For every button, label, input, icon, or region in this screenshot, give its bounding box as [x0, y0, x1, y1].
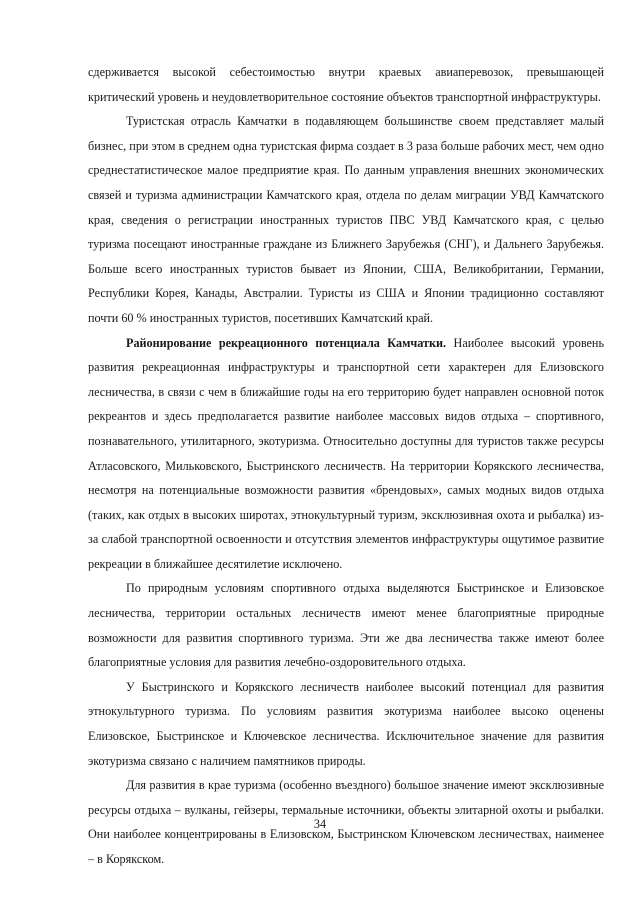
paragraph-4-text: По природным условиям спортивного отдыха выделяются Быстринское и Елизовское лесничества, территории остальных лесничеств имеют менее благоприятные природные возможности для развития спортивного туризма. Эти же два лесничества также имеют более благоприятные условия для развития лечебно-оздоровительного отдыха.	[88, 581, 604, 670]
paragraph-5	[88, 675, 604, 773]
paragraph-6-text: Для развития в крае туризма (особенно въездного) большое значение имеют эксклюзивные ресурсы отдыха – вулканы, гейзеры, термальные источники, объекты элитарной охоты и рыбалки. Они наиболее концентрированы в Елизовском, Быстринском Ключевском лесничествах, наименее – в Корякском.	[88, 778, 604, 866]
paragraph-3	[88, 331, 604, 577]
document-body	[88, 60, 604, 872]
paragraph-4	[88, 576, 604, 674]
paragraph-2	[88, 109, 604, 330]
paragraph-1-text: сдерживается высокой себестоимостью внутри краевых авиаперевозок, превышающей критический уровень и неудовлетворительное состояние объектов транспортной инфраструктуры.	[88, 65, 604, 104]
paragraph-3-text: Наиболее высокий уровень развития рекреационная инфраструктуры и транспортной сети характерен для Елизовского лесничества, в связи с чем в ближайшие годы на его территорию будет направлен основной поток рекреантов и здесь предполагается развитие наиболее массовых видов отдыха – спортивного, познавательного, утилитарного, экотуризма. Относительно доступны для туристов также ресурсы Атласовского, Мильковского, Быстринского лесничеств. На территории Корякского лесничества, несмотря на потенциальные возможности развития «брендовых», самых модных видов отдыха (таких, как отдых в высоких широтах, этнокультурный туризм, эксклюзивная охота и рыбалка) из-за слабой транспортной освоенности и отсутствия элементов инфраструктуры ощутимое развитие рекреации в ближайшее десятилетие исключено.	[88, 335, 605, 571]
paragraph-2-text: Туристская отрасль Камчатки в подавляющем большинстве своем представляет малый бизнес, при этом в среднем одна туристская фирма создает в 3 раза больше рабочих мест, чем одно среднестатистическое малое предприятие края. По данным управления внешних экономических связей и туризма администрации Камчатского края, отдела по делам миграции УВД Камчатского края, сведения о регистрации иностранных туристов ПВС УВД Камчатского края, с целью туризма посещают иностранные граждане из Ближнего Зарубежья (СНГ), и Дальнего Зарубежья. Больше всего иностранных туристов бывает из Японии, США, Великобритании, Германии, Республики Корея, Канады, Австралии. Туристы из США и Японии традиционно составляют почти 60 % иностранных туристов, посетивших Камчатский край.	[88, 114, 604, 325]
page-number: 34	[313, 817, 327, 831]
paragraph-5-text: У Быстринского и Корякского лесничеств наиболее высокий потенциал для развития этнокультурного туризма. По условиям развития экотуризма наиболее высоко оценены Елизовское, Быстринское и Ключевское лесничества. Исключительное значение для развития экотуризма связано с наличием памятников природы.	[88, 679, 604, 768]
paragraph-1	[88, 60, 604, 109]
section-heading-recreation-zoning: Районирование рекреационного потенциала Камчатки.	[126, 335, 447, 350]
